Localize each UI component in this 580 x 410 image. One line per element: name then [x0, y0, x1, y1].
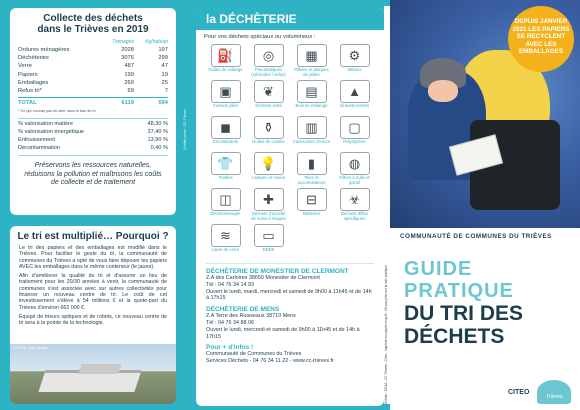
oil-can-icon: ⛽: [211, 44, 241, 67]
metal-icon: ⚙: [340, 44, 370, 67]
announcement-badge: DEPUIS JANVIER 2021 LES PAPIERS SE RECYCLENT AVEC LES EMBALLAGES: [508, 6, 574, 72]
stats-kg: 197: [158, 47, 168, 53]
stats-row: [10, 71, 176, 79]
waste-item-label: Filtres à huile et gazoil: [339, 175, 370, 185]
stats-label: Ordures ménagères: [18, 47, 70, 53]
stats-footnote: * Ce qui n'aurait pas dû aller dans le bac de tri: [18, 109, 96, 114]
waste-item-label: Piles et accumulateurs: [297, 175, 326, 185]
stats-title-line2: dans le Trièves en 2019: [37, 24, 149, 35]
more-info-title: Pour + d'infos !: [206, 344, 254, 352]
vertical-credit: Crédits photo : CC Trièves: [183, 108, 187, 150]
waste-item: [335, 188, 374, 222]
waste-item: [335, 116, 374, 150]
stats-tonnage: 260: [124, 79, 134, 86]
tire-icon: ◎: [254, 44, 284, 67]
left-panel: [0, 0, 190, 410]
stats-label: Emballages: [18, 79, 49, 86]
waste-item: [292, 44, 331, 78]
waste-item-label: Huiles de vidange: [208, 67, 243, 72]
stats-title: [10, 8, 176, 35]
waste-item: [206, 188, 245, 222]
stats-card: [10, 8, 176, 215]
dechetterie-intro: Pour vos déchets spéciaux ou volumineux :: [204, 34, 316, 40]
stats-kg: 19: [161, 71, 168, 78]
stats-header: [10, 35, 176, 46]
cooking-oil-icon: ⚱: [254, 116, 284, 139]
stats-row: [10, 79, 176, 87]
stats-tonnage: 487: [124, 63, 134, 70]
col-tonnages: Tonnages: [112, 39, 134, 45]
waste-grid: [196, 42, 384, 260]
electronics-icon: ▭: [254, 224, 284, 247]
opening-hours: Ouvert le lundi, mercredi et samedi de 9h00 à 11h45 et de 14h à 17h15: [206, 326, 360, 340]
waste-item: [206, 44, 245, 78]
rate-label: Décontamination: [18, 145, 60, 152]
battery-icon: ▮: [297, 152, 327, 175]
why-title: Le tri est multiplié… Pourquoi ?: [17, 231, 169, 242]
chemical-icon: ☣: [340, 188, 370, 211]
stats-total-row: TOTAL 6119 594: [18, 97, 168, 107]
why-paragraph-1: Le tri des papiers et des emballages est modifié dans le Trièves. Pour faciliter le geste du tri, la communauté de communes du Trièves a opté de vous faire déposer les papiers AVEC les emballages dans le même conteneur (le jaune).: [19, 245, 167, 270]
photo-caption: © ECSA, Vrac Jeunes: [13, 346, 48, 350]
rate-row: [10, 136, 176, 144]
stats-row: [10, 46, 176, 54]
waste-item: [249, 152, 288, 186]
dechetterie-monestier: [196, 268, 384, 302]
citeo-logo: CITEO: [508, 388, 530, 396]
stats-title-line1: Collecte des déchets: [43, 13, 143, 24]
stats-label: Papiers: [18, 71, 38, 78]
stats-tonnage: 199: [124, 71, 134, 78]
lamp-icon: 💡: [254, 152, 284, 175]
polystyrene-icon: ▢: [340, 116, 370, 139]
waste-item-label: Polystyrène: [343, 139, 366, 144]
waste-item-label: Cartouches d'encre: [292, 139, 331, 144]
waste-item: [335, 80, 374, 114]
logos: [508, 380, 571, 404]
waste-item: [335, 44, 374, 78]
waste-item-label: DEEE: [262, 247, 275, 252]
why-card: [10, 226, 176, 404]
bulky-icon: ◼: [211, 116, 241, 139]
dechetterie-monestier-title: DÉCHÈTERIE DE MONESTIER DE CLERMONT: [206, 268, 349, 275]
dechetterie-mens-title: DÉCHÈTERIE DE MENS: [206, 306, 280, 314]
wood-icon: ▤: [297, 80, 327, 103]
dechetterie-title: la DÉCHÈTERIE: [196, 8, 384, 30]
dechetterie-panel: [196, 8, 384, 406]
face-shape: [428, 80, 458, 102]
waste-item: [292, 152, 331, 186]
waste-item-label: Huiles de cuisine: [252, 139, 285, 144]
waste-item: [206, 80, 245, 114]
appliance-icon: ◫: [211, 188, 241, 211]
rate-value: 13,90 %: [147, 137, 168, 144]
medical-waste-icon: ✚: [254, 188, 284, 211]
rate-value: 0,40 %: [150, 145, 168, 152]
waste-item: [206, 224, 245, 258]
stats-tonnage: 3076: [121, 55, 134, 62]
commune-name: COMMUNAUTÉ DE COMMUNES DU TRIÈVES: [400, 233, 552, 240]
waste-item: [292, 188, 331, 222]
stats-label: Verre: [18, 63, 32, 70]
main-title-line2: DÉCHETS: [404, 325, 505, 348]
why-paragraph-2: Afin d'améliorer la qualité du tri et d'assurer un lieu de traitement pour les 20/30 années à venir, la communauté de communes s'est associée avec sur autres collectivités pour financer un nouveau centre de tri. Le coût de cet investissement s'élève à 54 millions € et la quote-part du Trièves d'environ 662 000 €.: [19, 273, 167, 311]
more-info-org: Communauté de Communes du Trièves: [206, 351, 302, 358]
stats-kg: 7: [164, 88, 168, 95]
rate-label: % valorisation matière: [18, 121, 74, 128]
rate-row: [10, 144, 176, 152]
why-paragraph-3: Équipé de trieurs optiques et de robots, ce nouveau centre de tri sera à la pointe de la technologie.: [19, 313, 167, 327]
ink-cartridge-icon: ▥: [297, 116, 327, 139]
dechetterie-mens: [196, 306, 384, 340]
waste-item-label: Métaux: [347, 67, 362, 72]
guide-title-line2: PRATIQUE: [404, 280, 514, 302]
rubble-icon: ▲: [340, 80, 370, 103]
stats-rows: [10, 46, 176, 95]
waste-item: [206, 152, 245, 186]
waste-item-label: Cartons pliés: [212, 103, 239, 108]
waste-item-label: Batteries: [303, 211, 320, 216]
divider: [206, 263, 374, 264]
green-waste-icon: ❦: [254, 80, 284, 103]
guide-title: [404, 258, 514, 302]
waste-item: [249, 188, 288, 222]
stats-kg: 299: [158, 55, 168, 62]
stats-kg: 47: [161, 63, 168, 70]
quote-text: Préservons les ressources naturelles, réduisons la pollution et maîtrisons les coûts de collecte et de traitement: [24, 162, 162, 187]
guide-title-line1: GUIDE: [404, 258, 473, 280]
waste-item: [249, 116, 288, 150]
phone: Tél : 04 76 34 14 93: [206, 281, 254, 288]
cardboard-icon: ▣: [211, 80, 241, 103]
trieves-logo: Trièves: [537, 380, 571, 404]
waste-item: [249, 44, 288, 78]
waste-item-label: Textiles: [218, 175, 233, 180]
divider: [18, 118, 168, 119]
rate-label: % valorisation énergétique: [18, 129, 84, 136]
waste-item: [335, 152, 374, 186]
more-info: [196, 344, 384, 365]
glass-wool-icon: ≋: [211, 224, 241, 247]
waste-item-label: Déchets diffus spécifiques: [340, 211, 369, 221]
textile-icon: 👕: [211, 152, 241, 175]
waste-item: [249, 80, 288, 114]
more-info-contact[interactable]: Services Déchets - 04 76 34 11 22 - www.cc-trieves.fr: [206, 358, 334, 365]
stats-label: Déchèteries: [18, 55, 49, 62]
rate-label: Enfouissement: [18, 137, 56, 144]
rate-value: 48,30 %: [147, 121, 168, 128]
address: Z.A des Carloires 38650 Monestier de Clermont: [206, 275, 320, 281]
waste-item-label: Encombrants: [212, 139, 239, 144]
waste-item-label: Pneumatiques (véhicules / vélos): [251, 67, 286, 77]
stats-kg: 25: [161, 79, 168, 86]
stats-row: [10, 62, 176, 70]
stats-row: [10, 87, 176, 95]
main-title-line1: DU TRI DES: [404, 302, 524, 325]
waste-item-label: Déchets d'activité de soins à risques: [251, 211, 286, 221]
stats-tonnage: 2028: [121, 47, 134, 53]
waste-item: [249, 224, 288, 258]
waste-item-label: Bois en mélange: [295, 103, 328, 108]
rate-row: [10, 128, 176, 136]
stats-label: Refus tri*: [18, 88, 42, 95]
main-title: [404, 302, 523, 348]
car-battery-icon: ⊟: [297, 188, 327, 211]
rate-row: [10, 120, 176, 128]
divider: [18, 155, 168, 156]
waste-item: [292, 116, 331, 150]
waste-item-label: Déchets verts: [255, 103, 282, 108]
phone: Tél : 04 76 34 88 06: [206, 319, 254, 326]
rate-value: 37,40 %: [147, 129, 168, 136]
stats-row: [10, 54, 176, 62]
waste-item-label: Lampes et néons: [252, 175, 285, 180]
address: Z.A Terre des Ruisseaux 38710 Mens: [206, 313, 296, 320]
waste-item-label: Laine de verre: [211, 247, 240, 252]
waste-item-label: Plâtres et plaques de plâtre: [294, 67, 329, 77]
plaster-icon: ▦: [297, 44, 327, 67]
sorting-center-photo: [10, 344, 176, 404]
cover-panel: [390, 0, 580, 410]
rate-rows: [10, 120, 176, 152]
waste-item-label: Gravats inertes: [339, 103, 370, 108]
spine-credit: Crédits : ECSA - CC Trièves - Citeo - Imprimé sur papier recyclé - Ne pas jeter sur la voie publique: [384, 6, 390, 404]
filter-icon: ◍: [340, 152, 370, 175]
waste-item: [206, 116, 245, 150]
opening-hours: Ouvert le lundi, mardi, mercredi et samedi de 9h00 à 11h45 et de 14h à 17h15: [206, 288, 372, 302]
waste-item-label: Électroménager: [210, 211, 241, 216]
building-shape: [78, 364, 121, 374]
waste-item: [292, 80, 331, 114]
stats-tonnage: 69: [127, 88, 134, 95]
col-kg: Kg/hab/an: [145, 39, 168, 45]
